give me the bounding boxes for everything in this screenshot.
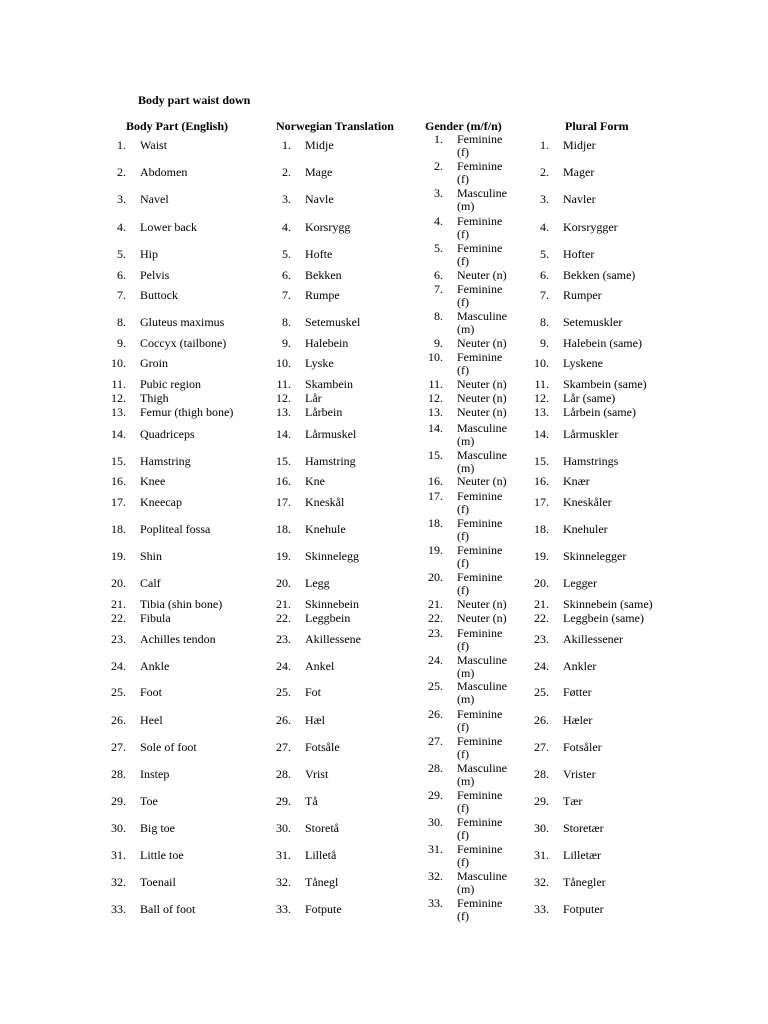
body-part-english: Abdomen — [140, 165, 188, 179]
gender: Feminine (f) — [457, 516, 503, 543]
norwegian-translation: Lårmuskel — [305, 427, 357, 441]
row-number-english: 33. — [111, 902, 126, 916]
body-part-english: Toenail — [140, 875, 176, 889]
row-number-norwegian: 25. — [276, 685, 291, 699]
row-number-english: 3. — [117, 192, 126, 206]
norwegian-translation: Kneskål — [305, 495, 345, 509]
norwegian-translation: Tånegl — [305, 875, 339, 889]
gender: Feminine (f) — [457, 489, 503, 516]
body-part-english: Little toe — [140, 848, 184, 862]
row-number-norwegian: 1. — [282, 138, 291, 152]
row-number-english: 4. — [117, 220, 126, 234]
row-number-norwegian: 2. — [282, 165, 291, 179]
gender: Feminine (f) — [457, 214, 503, 241]
row-number-plural: 31. — [534, 848, 549, 862]
row-number-plural: 6. — [540, 268, 549, 282]
gender: Feminine (f) — [457, 241, 503, 268]
row-number-gender: 33. — [428, 896, 443, 910]
gender: Neuter (n) — [457, 474, 507, 488]
row-number-english: 19. — [111, 549, 126, 563]
row-number-plural: 4. — [540, 220, 549, 234]
header-gender: Gender (m/f/n) — [425, 119, 502, 133]
row-number-english: 28. — [111, 767, 126, 781]
gender: Neuter (n) — [457, 391, 507, 405]
norwegian-translation: Midje — [305, 138, 334, 152]
norwegian-translation: Fot — [305, 685, 322, 699]
gender: Neuter (n) — [457, 336, 507, 350]
row-number-norwegian: 31. — [276, 848, 291, 862]
body-part-english: Kneecap — [140, 495, 182, 509]
gender: Neuter (n) — [457, 268, 507, 282]
norwegian-translation: Korsrygg — [305, 220, 351, 234]
body-part-english: Big toe — [140, 821, 175, 835]
row-number-plural: 24. — [534, 659, 549, 673]
plural-form: Vrister — [563, 767, 596, 781]
row-number-norwegian: 23. — [276, 632, 291, 646]
row-number-gender: 23. — [428, 626, 443, 640]
row-number-plural: 15. — [534, 454, 549, 468]
norwegian-translation: Skinnebein — [305, 597, 359, 611]
row-number-gender: 6. — [434, 268, 443, 282]
row-number-english: 9. — [117, 336, 126, 350]
plural-form: Lårbein (same) — [563, 405, 636, 419]
row-number-english: 24. — [111, 659, 126, 673]
body-part-english: Foot — [140, 685, 163, 699]
row-number-gender: 25. — [428, 679, 443, 693]
row-number-plural: 30. — [534, 821, 549, 835]
row-number-gender: 31. — [428, 842, 443, 856]
row-number-plural: 20. — [534, 576, 549, 590]
gender: Masculine (m) — [457, 309, 507, 336]
row-number-plural: 14. — [534, 427, 549, 441]
row-number-english: 12. — [111, 391, 126, 405]
gender: Masculine (m) — [457, 421, 507, 448]
row-number-gender: 9. — [434, 336, 443, 350]
row-number-norwegian: 5. — [282, 247, 291, 261]
row-number-gender: 2. — [434, 159, 443, 173]
row-number-english: 15. — [111, 454, 126, 468]
row-number-english: 25. — [111, 685, 126, 699]
row-number-plural: 21. — [534, 597, 549, 611]
row-number-gender: 29. — [428, 788, 443, 802]
norwegian-translation: Setemuskel — [305, 315, 361, 329]
row-number-english: 5. — [117, 247, 126, 261]
norwegian-translation: Storetå — [305, 821, 339, 835]
document-title: Body part waist down — [138, 93, 251, 107]
row-number-norwegian: 20. — [276, 576, 291, 590]
row-number-norwegian: 22. — [276, 611, 291, 625]
row-number-plural: 10. — [534, 356, 549, 370]
gender: Feminine (f) — [457, 626, 503, 653]
norwegian-translation: Vrist — [305, 767, 329, 781]
row-number-gender: 4. — [434, 214, 443, 228]
gender: Masculine (m) — [457, 761, 507, 788]
norwegian-translation: Kne — [305, 474, 325, 488]
plural-form: Skinnelegger — [563, 549, 627, 563]
body-part-english: Gluteus maximus — [140, 315, 225, 329]
row-number-norwegian: 27. — [276, 740, 291, 754]
row-number-norwegian: 18. — [276, 522, 291, 536]
gender: Feminine (f) — [457, 707, 503, 734]
gender: Feminine (f) — [457, 896, 503, 923]
body-part-english: Femur (thigh bone) — [140, 405, 234, 419]
gender: Feminine (f) — [457, 159, 503, 186]
gender: Masculine (m) — [457, 448, 507, 475]
gender: Feminine (f) — [457, 350, 503, 377]
row-number-english: 29. — [111, 794, 126, 808]
row-number-plural: 26. — [534, 713, 549, 727]
gender: Neuter (n) — [457, 611, 507, 625]
body-part-english: Ball of foot — [140, 902, 196, 916]
norwegian-translation: Legg — [305, 576, 330, 590]
norwegian-translation: Hamstring — [305, 454, 356, 468]
row-number-plural: 8. — [540, 315, 549, 329]
row-number-gender: 7. — [434, 282, 443, 296]
row-number-plural: 1. — [540, 138, 549, 152]
body-part-english: Fibula — [140, 611, 171, 625]
row-number-english: 16. — [111, 474, 126, 488]
gender: Feminine (f) — [457, 815, 503, 842]
row-number-norwegian: 21. — [276, 597, 291, 611]
norwegian-translation: Hofte — [305, 247, 333, 261]
body-part-english: Hip — [140, 247, 158, 261]
row-number-gender: 20. — [428, 570, 443, 584]
row-number-norwegian: 30. — [276, 821, 291, 835]
norwegian-translation: Lår — [305, 391, 322, 405]
body-part-english: Hamstring — [140, 454, 191, 468]
norwegian-translation: Hæl — [305, 713, 326, 727]
plural-form: Mager — [563, 165, 595, 179]
plural-form: Leggbein (same) — [563, 611, 644, 625]
plural-form: Setemuskler — [563, 315, 623, 329]
norwegian-translation: Mage — [305, 165, 333, 179]
row-number-gender: 30. — [428, 815, 443, 829]
plural-form: Knehuler — [563, 522, 608, 536]
gender: Feminine (f) — [457, 570, 503, 597]
row-number-norwegian: 24. — [276, 659, 291, 673]
row-number-norwegian: 10. — [276, 356, 291, 370]
row-number-gender: 28. — [428, 761, 443, 775]
gender: Neuter (n) — [457, 597, 507, 611]
row-number-plural: 23. — [534, 632, 549, 646]
row-number-norwegian: 12. — [276, 391, 291, 405]
gender: Masculine (m) — [457, 653, 507, 680]
norwegian-translation: Rumpe — [305, 288, 340, 302]
row-number-plural: 9. — [540, 336, 549, 350]
row-number-plural: 16. — [534, 474, 549, 488]
row-number-norwegian: 33. — [276, 902, 291, 916]
row-number-english: 32. — [111, 875, 126, 889]
row-number-norwegian: 9. — [282, 336, 291, 350]
row-number-english: 22. — [111, 611, 126, 625]
row-number-gender: 19. — [428, 543, 443, 557]
norwegian-translation: Fotpute — [305, 902, 342, 916]
plural-form: Storetær — [563, 821, 604, 835]
plural-form: Fotsåler — [563, 740, 602, 754]
plural-form: Ankler — [563, 659, 597, 673]
body-part-english: Quadriceps — [140, 427, 195, 441]
norwegian-translation: Leggbein — [305, 611, 351, 625]
row-number-gender: 15. — [428, 448, 443, 462]
body-part-english: Buttock — [140, 288, 178, 302]
body-part-english: Heel — [140, 713, 163, 727]
row-number-plural: 18. — [534, 522, 549, 536]
body-part-english: Instep — [140, 767, 170, 781]
row-number-gender: 12. — [428, 391, 443, 405]
row-number-english: 1. — [117, 138, 126, 152]
gender: Feminine (f) — [457, 734, 503, 761]
body-part-english: Navel — [140, 192, 169, 206]
plural-form: Hamstrings — [563, 454, 619, 468]
body-part-english: Coccyx (tailbone) — [140, 336, 227, 350]
row-number-english: 20. — [111, 576, 126, 590]
body-part-english: Knee — [140, 474, 166, 488]
norwegian-translation: Akillessene — [305, 632, 361, 646]
row-number-gender: 26. — [428, 707, 443, 721]
row-number-plural: 22. — [534, 611, 549, 625]
body-part-english: Calf — [140, 576, 161, 590]
plural-form: Skinnebein (same) — [563, 597, 653, 611]
row-number-plural: 11. — [534, 377, 549, 391]
body-part-english: Shin — [140, 549, 163, 563]
row-number-gender: 10. — [428, 350, 443, 364]
body-part-english: Toe — [140, 794, 158, 808]
plural-form: Lårmuskler — [563, 427, 619, 441]
body-part-english: Groin — [140, 356, 168, 370]
row-number-plural: 2. — [540, 165, 549, 179]
plural-form: Tær — [563, 794, 583, 808]
row-number-plural: 28. — [534, 767, 549, 781]
norwegian-translation: Skambein — [305, 377, 353, 391]
plural-form: Rumper — [563, 288, 602, 302]
row-number-english: 26. — [111, 713, 126, 727]
norwegian-translation: Knehule — [305, 522, 346, 536]
row-number-norwegian: 11. — [276, 377, 291, 391]
plural-form: Lyskene — [563, 356, 603, 370]
row-number-gender: 22. — [428, 611, 443, 625]
norwegian-translation: Skinnelegg — [305, 549, 359, 563]
row-number-norwegian: 7. — [282, 288, 291, 302]
gender: Feminine (f) — [457, 842, 503, 869]
row-number-norwegian: 16. — [276, 474, 291, 488]
row-number-english: 11. — [111, 377, 126, 391]
body-part-english: Pelvis — [140, 268, 170, 282]
gender: Feminine (f) — [457, 543, 503, 570]
row-number-english: 21. — [111, 597, 126, 611]
row-number-gender: 14. — [428, 421, 443, 435]
norwegian-translation: Fotsåle — [305, 740, 340, 754]
body-part-english: Ankle — [140, 659, 170, 673]
norwegian-translation: Bekken — [305, 268, 342, 282]
plural-form: Bekken (same) — [563, 268, 636, 282]
row-number-plural: 19. — [534, 549, 549, 563]
row-number-plural: 13. — [534, 405, 549, 419]
row-number-english: 13. — [111, 405, 126, 419]
gender: Masculine (m) — [457, 679, 507, 706]
row-number-norwegian: 3. — [282, 192, 291, 206]
row-number-gender: 3. — [434, 186, 443, 200]
plural-form: Lilletær — [563, 848, 601, 862]
row-number-gender: 27. — [428, 734, 443, 748]
row-number-norwegian: 13. — [276, 405, 291, 419]
body-part-english: Thigh — [140, 391, 169, 405]
row-number-plural: 32. — [534, 875, 549, 889]
plural-form: Fotputer — [563, 902, 604, 916]
norwegian-translation: Lårbein — [305, 405, 343, 419]
row-number-norwegian: 28. — [276, 767, 291, 781]
plural-form: Lår (same) — [563, 391, 616, 405]
gender: Masculine (m) — [457, 869, 507, 896]
row-number-english: 23. — [111, 632, 126, 646]
row-number-plural: 29. — [534, 794, 549, 808]
row-number-english: 6. — [117, 268, 126, 282]
plural-form: Knær — [563, 474, 590, 488]
row-number-english: 8. — [117, 315, 126, 329]
row-number-plural: 7. — [540, 288, 549, 302]
plural-form: Kneskåler — [563, 495, 612, 509]
row-number-plural: 12. — [534, 391, 549, 405]
row-number-gender: 13. — [428, 405, 443, 419]
header-plural: Plural Form — [565, 119, 629, 133]
row-number-gender: 32. — [428, 869, 443, 883]
gender: Masculine (m) — [457, 186, 507, 213]
row-number-gender: 1. — [434, 132, 443, 146]
row-number-gender: 18. — [428, 516, 443, 530]
norwegian-translation: Lilletå — [305, 848, 337, 862]
row-number-norwegian: 32. — [276, 875, 291, 889]
norwegian-translation: Ankel — [305, 659, 335, 673]
body-part-english: Achilles tendon — [140, 632, 216, 646]
row-number-english: 7. — [117, 288, 126, 302]
row-number-norwegian: 8. — [282, 315, 291, 329]
plural-form: Korsrygger — [563, 220, 618, 234]
row-number-plural: 25. — [534, 685, 549, 699]
body-part-english: Sole of foot — [140, 740, 197, 754]
row-number-plural: 27. — [534, 740, 549, 754]
norwegian-translation: Halebein — [305, 336, 349, 350]
plural-form: Tånegler — [563, 875, 606, 889]
row-number-english: 17. — [111, 495, 126, 509]
row-number-gender: 24. — [428, 653, 443, 667]
body-part-english: Lower back — [140, 220, 197, 234]
plural-form: Føtter — [563, 685, 592, 699]
plural-form: Skambein (same) — [563, 377, 647, 391]
row-number-norwegian: 4. — [282, 220, 291, 234]
plural-form: Navler — [563, 192, 596, 206]
row-number-norwegian: 15. — [276, 454, 291, 468]
body-part-english: Pubic region — [140, 377, 201, 391]
row-number-norwegian: 19. — [276, 549, 291, 563]
plural-form: Hofter — [563, 247, 595, 261]
row-number-english: 30. — [111, 821, 126, 835]
body-part-english: Waist — [140, 138, 168, 152]
row-number-english: 27. — [111, 740, 126, 754]
row-number-norwegian: 17. — [276, 495, 291, 509]
row-number-norwegian: 6. — [282, 268, 291, 282]
header-english: Body Part (English) — [126, 119, 229, 133]
plural-form: Halebein (same) — [563, 336, 642, 350]
plural-form: Midjer — [563, 138, 596, 152]
row-number-norwegian: 14. — [276, 427, 291, 441]
row-number-english: 31. — [111, 848, 126, 862]
row-number-gender: 8. — [434, 309, 443, 323]
body-part-english: Popliteal fossa — [140, 522, 211, 536]
row-number-gender: 21. — [428, 597, 443, 611]
row-number-norwegian: 26. — [276, 713, 291, 727]
row-number-plural: 33. — [534, 902, 549, 916]
norwegian-translation: Lyske — [305, 356, 334, 370]
gender: Neuter (n) — [457, 377, 507, 391]
gender: Feminine (f) — [457, 282, 503, 309]
body-part-english: Tibia (shin bone) — [140, 597, 223, 611]
gender: Neuter (n) — [457, 405, 507, 419]
row-number-english: 10. — [111, 356, 126, 370]
plural-form: Akillessener — [563, 632, 623, 646]
row-number-plural: 3. — [540, 192, 549, 206]
header-norwegian: Norwegian Translation — [276, 119, 394, 133]
row-number-english: 14. — [111, 427, 126, 441]
plural-form: Legger — [563, 576, 597, 590]
row-number-english: 2. — [117, 165, 126, 179]
norwegian-translation: Tå — [305, 794, 318, 808]
plural-form: Hæler — [563, 713, 593, 727]
row-number-norwegian: 29. — [276, 794, 291, 808]
row-number-gender: 16. — [428, 474, 443, 488]
norwegian-translation: Navle — [305, 192, 334, 206]
row-number-gender: 17. — [428, 489, 443, 503]
row-number-gender: 5. — [434, 241, 443, 255]
row-number-gender: 11. — [428, 377, 443, 391]
gender: Feminine (f) — [457, 788, 503, 815]
row-number-plural: 5. — [540, 247, 549, 261]
gender: Feminine (f) — [457, 132, 503, 159]
row-number-english: 18. — [111, 522, 126, 536]
row-number-plural: 17. — [534, 495, 549, 509]
